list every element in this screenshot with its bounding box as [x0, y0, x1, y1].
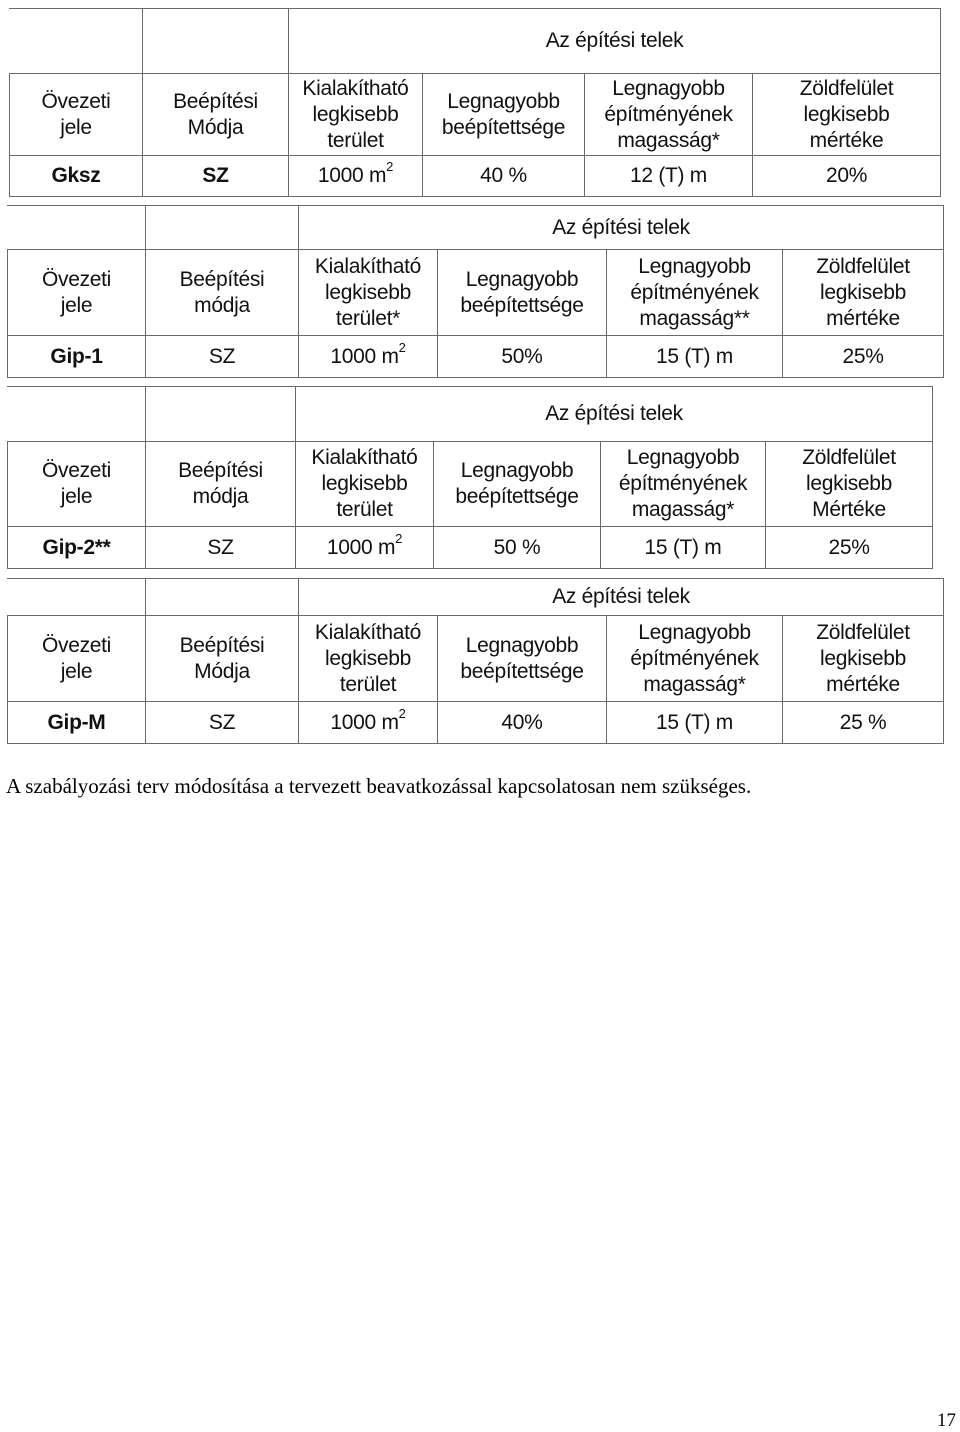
header-green: Zöldfelület legkisebb mértéke	[783, 250, 944, 336]
header-mode: Beépítési Módja	[143, 74, 289, 156]
cell-built: 40%	[438, 702, 607, 744]
header-area: Kialakítható legkisebb terület*	[299, 250, 438, 336]
header-area: Kialakítható legkisebb terület	[299, 616, 438, 702]
header-height: Legnagyobb építményének magasság**	[607, 250, 783, 336]
cell-zone: Gip-1	[8, 336, 146, 378]
cell-mode: SZ	[146, 527, 296, 569]
header-area: Kialakítható legkisebb terület	[296, 442, 434, 527]
body-paragraph: A szabályozási terv módosítása a tervezett beavatkozással kapcsolatosan nem szükséges.	[6, 774, 752, 798]
cell-built: 50 %	[434, 527, 601, 569]
cell-zone: Gip-2**	[8, 527, 146, 569]
cell-area: 1000 $m^2$	[296, 527, 434, 569]
header-height: Legnagyobb építményének magasság*	[585, 74, 753, 156]
cell-green: 25 %	[783, 702, 944, 744]
table-caption: Az építési telek	[296, 387, 933, 442]
zoning-table-gip-1	[7, 205, 944, 378]
header-mode: Beépítési módja	[146, 442, 296, 527]
cell-built: 40 %	[423, 156, 585, 197]
cell-built: 50%	[438, 336, 607, 378]
cell-zone: Gip-M	[8, 702, 146, 744]
cell-zone: Gksz	[10, 156, 143, 197]
cell-height: 15 (T) m	[601, 527, 766, 569]
cell-mode: SZ	[143, 156, 289, 197]
cell-area: 1000 $m^2$	[299, 336, 438, 378]
cell-height: 15 (T) m	[607, 336, 783, 378]
header-zone: Övezeti jele	[10, 74, 143, 156]
header-built: Legnagyobb beépítettsége	[438, 250, 607, 336]
header-built: Legnagyobb beépítettsége	[423, 74, 585, 156]
cell-area: 1000 $m^2$	[299, 702, 438, 744]
table-caption: Az építési telek	[289, 9, 941, 74]
header-green: Zöldfelület legkisebb Mértéke	[766, 442, 933, 527]
cell-green: 25%	[766, 527, 933, 569]
header-mode: Beépítési módja	[146, 250, 299, 336]
zoning-table-gksz	[9, 8, 941, 197]
cell-green: 25%	[783, 336, 944, 378]
header-built: Legnagyobb beépítettsége	[438, 616, 607, 702]
header-mode: Beépítési Módja	[146, 616, 299, 702]
table-caption: Az építési telek	[299, 579, 944, 616]
header-green: Zöldfelület legkisebb mértéke	[783, 616, 944, 702]
cell-height: 15 (T) m	[607, 702, 783, 744]
header-area: Kialakítható legkisebb terület	[289, 74, 423, 156]
header-height: Legnagyobb építményének magasság*	[601, 442, 766, 527]
cell-mode: SZ	[146, 702, 299, 744]
header-zone: Övezeti jele	[8, 250, 146, 336]
page-number: 17	[937, 1410, 956, 1431]
header-green: Zöldfelület legkisebb mértéke	[753, 74, 941, 156]
cell-area: 1000 $m^2$	[289, 156, 423, 197]
cell-height: 12 (T) m	[585, 156, 753, 197]
zoning-table-gip-m	[7, 578, 944, 744]
cell-green: 20%	[753, 156, 941, 197]
header-zone: Övezeti jele	[8, 616, 146, 702]
zoning-table-gip-2	[7, 386, 933, 569]
table-caption: Az építési telek	[299, 206, 944, 250]
header-built: Legnagyobb beépítettsége	[434, 442, 601, 527]
header-zone: Övezeti jele	[8, 442, 146, 527]
header-height: Legnagyobb építményének magasság*	[607, 616, 783, 702]
cell-mode: SZ	[146, 336, 299, 378]
